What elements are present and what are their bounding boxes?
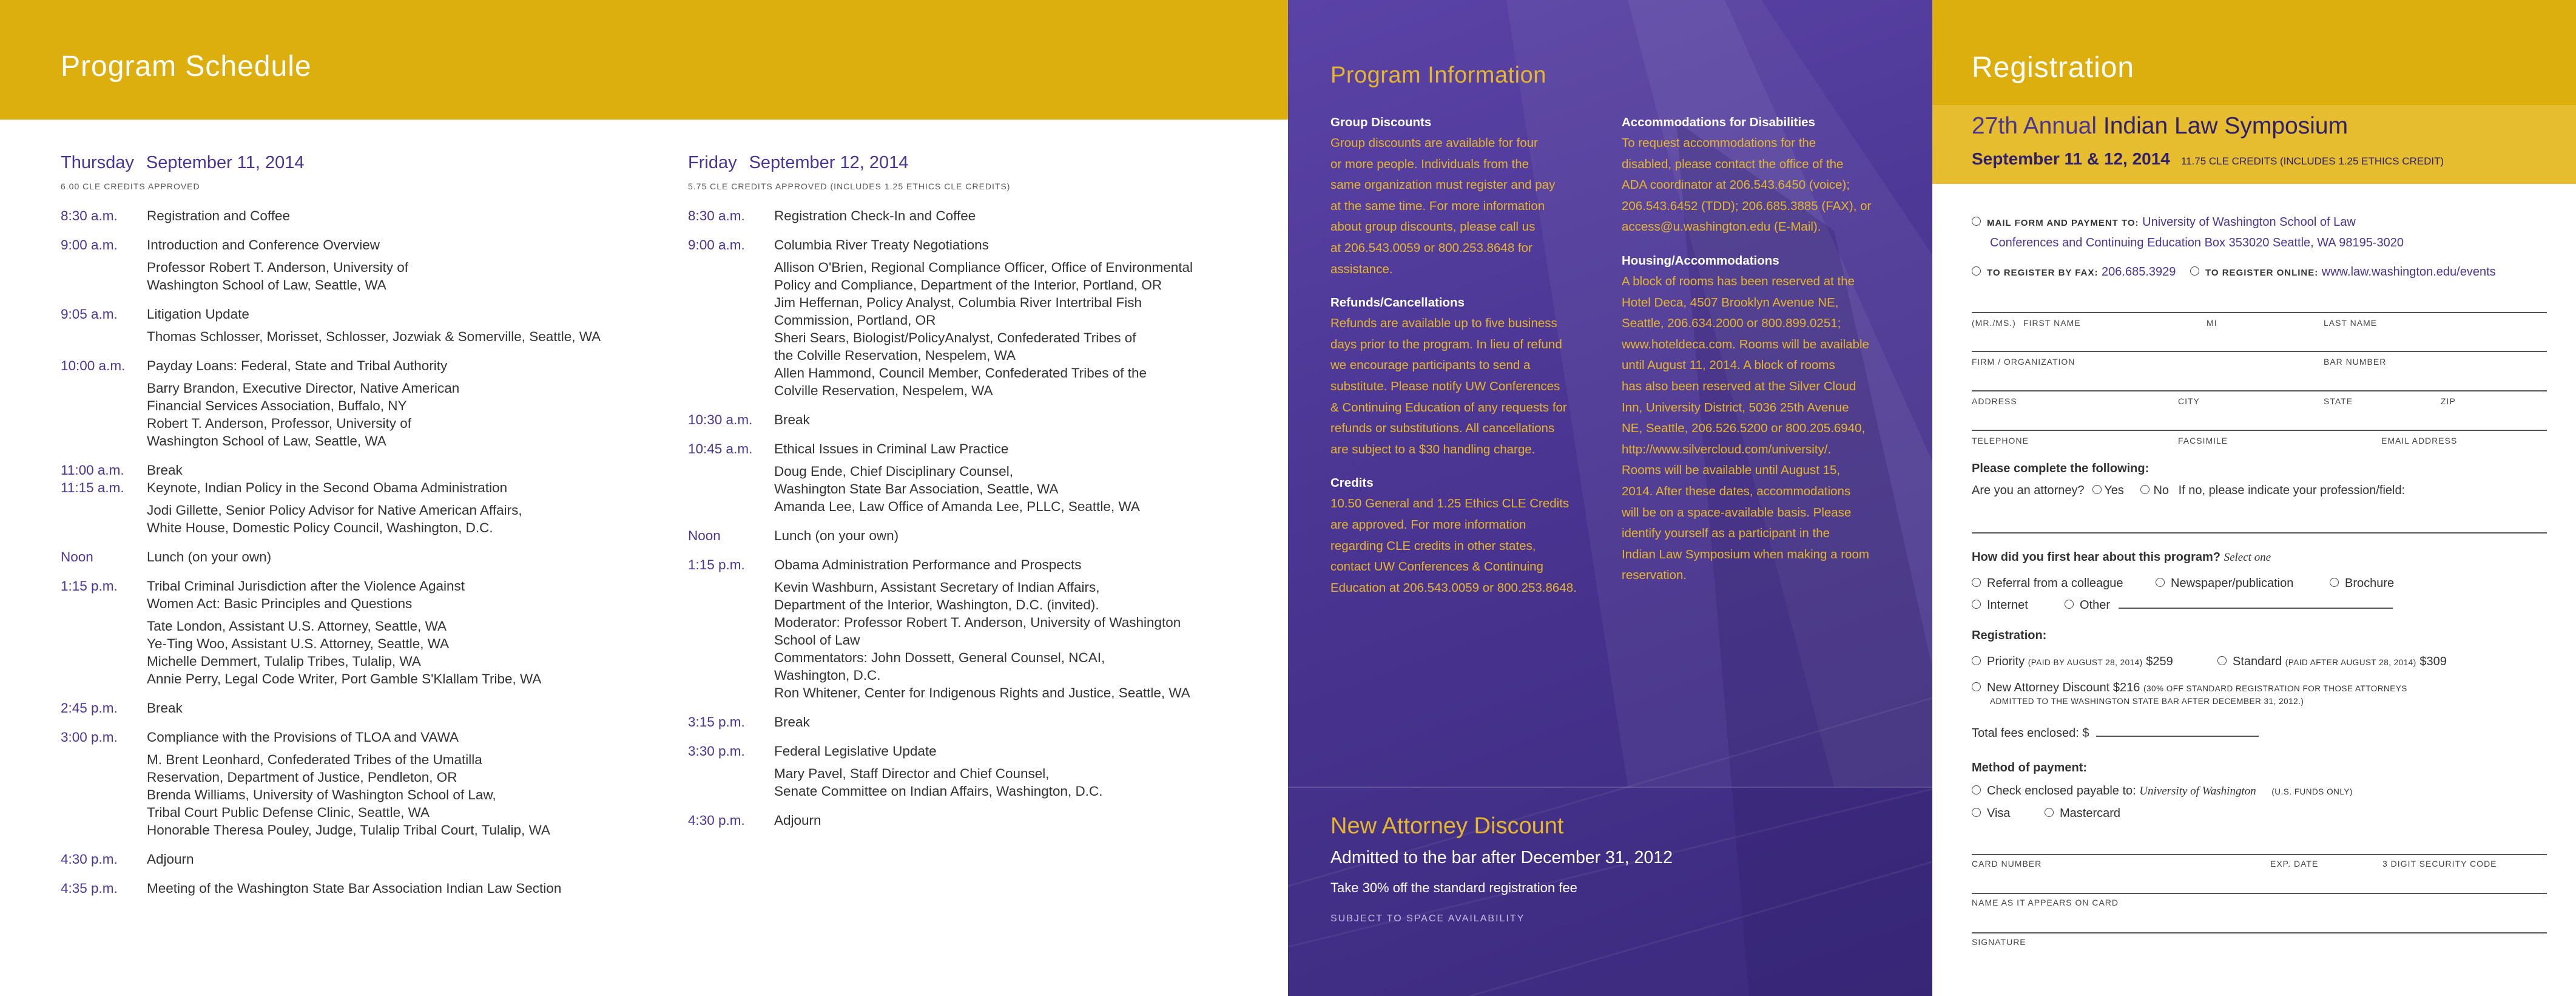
hear-option-other[interactable]	[2065, 598, 2393, 612]
session-title: Break	[774, 412, 810, 427]
info-section-heading: Credits	[1330, 476, 1374, 490]
day-date: September 11, 2014	[146, 153, 305, 172]
select-one-hint: Select one	[2224, 551, 2271, 564]
other-field-line[interactable]	[2119, 608, 2393, 609]
event-title	[1972, 113, 2348, 140]
referral-radio[interactable]	[1972, 578, 1981, 587]
registration-heading: Registration:	[1972, 629, 2047, 642]
schedule-time: 1:15 p.m.	[688, 557, 745, 572]
schedule-session	[147, 548, 667, 566]
day-weekday: Thursday	[61, 153, 134, 172]
schedule-time: 10:30 a.m.	[688, 412, 753, 427]
visa-label: Visa	[1987, 807, 2011, 820]
event-prefix: 27th Annual	[1972, 113, 2103, 139]
schedule-session	[147, 699, 667, 717]
attorney-yes-radio[interactable]	[2092, 485, 2102, 494]
schedule-session	[774, 411, 1288, 429]
city-label: CITY	[2178, 396, 2200, 406]
schedule-item	[61, 548, 667, 566]
session-title: Columbia River Treaty Negotiations	[774, 237, 989, 252]
new-attorney-title: New Attorney Discount	[1330, 813, 1564, 839]
schedule-time: 3:15 p.m.	[688, 714, 745, 730]
zip-label: ZIP	[2441, 396, 2456, 406]
schedule-time: 4:30 p.m.	[688, 813, 745, 828]
fax-label: TO REGISTER BY FAX:	[1987, 268, 2099, 278]
mail-line	[1972, 215, 2356, 229]
brochure-label: Brochure	[2345, 577, 2395, 590]
schedule-items	[688, 207, 1288, 829]
schedule-item	[61, 207, 667, 225]
event-dates-text: September 11 & 12, 2014	[1972, 149, 2170, 168]
info-section	[1330, 115, 1591, 280]
card-number-label: CARD NUMBER	[1972, 859, 2042, 869]
info-section	[1622, 254, 1895, 586]
session-title: Break	[147, 462, 183, 478]
schedule-item	[688, 742, 1288, 800]
total-row	[1972, 727, 2259, 740]
day-friday	[688, 153, 1288, 841]
mastercard-radio[interactable]	[2045, 808, 2054, 817]
day-credits: 6.00 CLE CREDITS APPROVED	[61, 181, 200, 191]
day-thursday	[61, 153, 667, 909]
schedule-time: 11:15 a.m.	[61, 480, 124, 495]
schedule-time: 4:30 p.m.	[61, 852, 118, 867]
session-speakers: M. Brent Leonhard, Confederated Tribes of the Umatilla Reservation, Department of Justice, Pendleton, OR Brenda Williams, University of Washington School of Law, Tribal Court Public Defense Clinic, Seattle, WA Honorable Theresa Pouley, Judge, Tulalip Tribal Court, Tulalip, WA	[147, 752, 550, 838]
info-section-heading: Refunds/Cancellations	[1330, 296, 1465, 310]
schedule-item	[61, 728, 667, 839]
schedule-session	[774, 440, 1288, 515]
info-column-left	[1330, 115, 1591, 614]
schedule-time: 10:45 a.m.	[688, 441, 753, 456]
schedule-item	[688, 207, 1288, 225]
schedule-time: 9:00 a.m.	[688, 237, 745, 252]
session-title: Break	[774, 714, 810, 730]
visa-option[interactable]	[1972, 807, 2011, 821]
session-title: Break	[147, 700, 183, 716]
fax-line	[1972, 265, 2176, 279]
phone-field-line[interactable]	[1972, 430, 2547, 431]
session-title: Litigation Update	[147, 307, 249, 322]
internet-radio[interactable]	[1972, 600, 1981, 609]
hear-heading-row	[1972, 551, 2271, 564]
info-section	[1330, 476, 1591, 598]
brochure-radio[interactable]	[2330, 578, 2339, 587]
schedule-session	[147, 236, 667, 294]
online-label: TO REGISTER ONLINE:	[2205, 268, 2319, 278]
schedule-session	[147, 357, 667, 450]
session-title: Adjourn	[147, 852, 194, 867]
session-title: Payday Loans: Federal, State and Tribal Authority	[147, 358, 448, 373]
schedule-item	[61, 357, 667, 450]
last-name-label: LAST NAME	[2324, 318, 2378, 328]
name-field-line[interactable]	[1972, 312, 2547, 313]
session-speakers: Allison O'Brien, Regional Compliance Officer, Office of Environmental Policy and Compliance, Department of the Interior, Portland, OR Jim Heffernan, Policy Analyst, Columbia River Intertribal Fish Commission, Portland, OR Sheri Sears, Biologist/PolicyAnalyst, Confederated Tribes of the Colville Reservation, Nespelem, WA Allen Hammond, Council Member, Confederated Tribes of the Colville Reservation, Nespelem, WA	[774, 260, 1193, 398]
info-title: Program Information	[1330, 63, 1546, 88]
schedule-item	[61, 461, 667, 479]
signature-field-line[interactable]	[1972, 932, 2547, 933]
info-section-heading: Housing/Accommodations	[1622, 253, 1779, 268]
schedule-time: 3:00 p.m.	[61, 730, 118, 745]
schedule-item	[688, 556, 1288, 702]
schedule-item	[688, 411, 1288, 429]
schedule-session	[774, 236, 1288, 399]
mastercard-option[interactable]	[2045, 807, 2120, 821]
schedule-session	[774, 713, 1288, 731]
attorney-no-followup: If no, please indicate your profession/field:	[2178, 484, 2406, 497]
schedule-item	[688, 440, 1288, 515]
telephone-label: TELEPHONE	[1972, 436, 2029, 445]
hear-option-referral[interactable]	[1972, 577, 2123, 591]
schedule-items	[61, 207, 667, 897]
schedule-time: Noon	[688, 528, 721, 543]
new-attorney-text: Take 30% off the standard registration fee	[1330, 880, 1577, 895]
attorney-no-radio[interactable]	[2140, 485, 2149, 494]
schedule-item	[61, 236, 667, 294]
session-title: Federal Legislative Update	[774, 744, 937, 759]
schedule-session	[147, 461, 667, 479]
email-label: EMAIL ADDRESS	[2381, 436, 2458, 445]
schedule-time: 8:30 a.m.	[61, 208, 118, 223]
other-label: Other	[2080, 598, 2111, 612]
schedule-time: Noon	[61, 549, 93, 564]
mastercard-label: Mastercard	[2060, 807, 2121, 820]
session-speakers: Doug Ende, Chief Disciplinary Counsel, Washington State Bar Association, Seattle, WA Amanda Lee, Law Office of Amanda Lee, PLLC, Seattle, WA	[774, 464, 1140, 514]
hear-option-internet[interactable]	[1972, 598, 2028, 612]
session-title: Tribal Criminal Jurisdiction after the Violence Against Women Act: Basic Principles and Questions	[147, 578, 465, 611]
total-currency: $	[2082, 727, 2089, 740]
payment-heading: Method of payment:	[1972, 761, 2087, 774]
check-option[interactable]	[1972, 784, 2353, 798]
session-speakers: Thomas Schlosser, Morisset, Schlosser, Jozwiak & Somerville, Seattle, WA	[147, 329, 601, 344]
priority-note: (PAID BY AUGUST 28, 2014)	[2028, 658, 2143, 667]
info-section-text: Group discounts are available for four or more people. Individuals from the same organization must register and pay at the same time. For more information about group discounts, please call us at 206.543.0059 or 800.253.8648 for assistance.	[1330, 136, 1556, 276]
schedule-session	[147, 207, 667, 225]
complete-heading: Please complete the following:	[1972, 462, 2149, 475]
schedule-time: 4:35 p.m.	[61, 881, 118, 896]
bar-number-label: BAR NUMBER	[2324, 357, 2387, 367]
new-attorney-label: New Attorney Discount	[1987, 681, 2110, 694]
attorney-question: Are you an attorney?	[1972, 484, 2085, 497]
schedule-time: 8:30 a.m.	[688, 208, 745, 223]
day-weekday: Friday	[688, 153, 737, 172]
info-column-right	[1622, 115, 1895, 602]
schedule-time: 1:15 p.m.	[61, 578, 118, 594]
event-credits: 11.75 CLE CREDITS (INCLUDES 1.25 ETHICS CREDIT)	[2180, 155, 2444, 167]
priority-label: Priority	[1987, 655, 2025, 668]
schedule-item	[688, 527, 1288, 544]
hear-option-brochure[interactable]	[2330, 577, 2394, 591]
schedule-session	[147, 879, 667, 897]
total-label: Total fees enclosed:	[1972, 727, 2079, 740]
attorney-question-row	[1972, 484, 2405, 498]
info-section	[1330, 296, 1591, 460]
day-heading	[61, 153, 667, 173]
address-field-line[interactable]	[1972, 390, 2547, 391]
schedule-item	[61, 305, 667, 345]
schedule-session	[147, 577, 667, 688]
check-radio[interactable]	[1972, 785, 1981, 794]
new-attorney-option[interactable]	[1972, 681, 2407, 695]
security-code-label: 3 DIGIT SECURITY CODE	[2382, 859, 2497, 869]
schedule-item	[61, 850, 667, 868]
state-label: STATE	[2324, 396, 2353, 406]
session-title: Ethical Issues in Criminal Law Practice	[774, 441, 1009, 456]
standard-note: (PAID AFTER AUGUST 28, 2014)	[2285, 658, 2416, 667]
event-name: Indian Law Symposium	[2103, 113, 2348, 139]
schedule-session	[147, 728, 667, 839]
schedule-item	[688, 811, 1288, 829]
fax-radio[interactable]	[1972, 266, 1981, 276]
schedule-session	[774, 742, 1288, 800]
day-heading	[688, 153, 1288, 173]
new-attorney-price: $216	[2112, 681, 2140, 694]
schedule-session	[774, 556, 1288, 702]
session-title: Lunch (on your own)	[147, 549, 272, 564]
new-attorney-radio[interactable]	[1972, 682, 1981, 691]
info-panel	[1288, 0, 1932, 996]
schedule-session	[147, 850, 667, 868]
schedule-item	[688, 236, 1288, 399]
info-section-text: A block of rooms has been reserved at the Hotel Deca, 4507 Brooklyn Avenue NE, Seattle, 206.634.2000 or 800.899.0251; www.hoteldeca.com. Rooms will be available until August 11, 2014. A block of rooms has also been reserved at the Silver Cloud Inn, University District, 5036 25th Avenue NE, Seattle, 206.526.5200 or 800.205.6940, http://www.silvercloud.com/university/. Rooms will be available until August 15, 2014. After these dates, accommodations will be on a space-available basis. Please identify yourself as a participant in the Indian Law Symposium when making a room reservation.	[1622, 274, 1869, 583]
schedule-item	[61, 479, 667, 537]
standard-radio[interactable]	[2217, 656, 2227, 665]
priority-radio[interactable]	[1972, 656, 1981, 665]
facsimile-label: FACSIMILE	[2178, 436, 2228, 445]
session-title: Meeting of the Washington State Bar Association Indian Law Section	[147, 881, 562, 896]
schedule-title: Program Schedule	[61, 50, 312, 83]
online-url: www.law.washington.edu/events	[2321, 265, 2496, 279]
mail-radio[interactable]	[1972, 217, 1981, 226]
session-title: Obama Administration Performance and Prospects	[774, 557, 1082, 572]
firm-field-line[interactable]	[1972, 351, 2547, 352]
first-name-label: FIRST NAME	[2023, 318, 2081, 328]
standard-option[interactable]	[2217, 655, 2447, 669]
firm-label: FIRM / ORGANIZATION	[1972, 357, 2075, 367]
new-attorney-note: SUBJECT TO SPACE AVAILABILITY	[1330, 913, 1525, 924]
event-dates	[1972, 149, 2444, 169]
session-title: Compliance with the Provisions of TLOA and VAWA	[147, 730, 459, 745]
schedule-time: 3:30 p.m.	[688, 744, 745, 759]
card-field-line[interactable]	[1972, 854, 2547, 855]
priority-price: $259	[2146, 655, 2173, 668]
day-credits: 5.75 CLE CREDITS APPROVED (INCLUDES 1.25 ETHICS CLE CREDITS)	[688, 181, 1011, 191]
schedule-time: 10:00 a.m.	[61, 358, 126, 373]
session-speakers: Barry Brandon, Executive Director, Native American Financial Services Association, Buffalo, NY Robert T. Anderson, Professor, University of Washington School of Law, Seattle, WA	[147, 381, 460, 449]
schedule-item	[61, 699, 667, 717]
schedule-session	[774, 207, 1288, 225]
mail-address-2: Conferences and Continuing Education Box 353020 Seattle, WA 98195-3020	[1990, 236, 2404, 249]
session-speakers: Kevin Washburn, Assistant Secretary of Indian Affairs, Department of the Interior, Washington, D.C. (invited). Moderator: Professor Robert T. Anderson, University of Washington School of Law Commentators: John Dossett, General Counsel, NCAI, Washington, D.C. Ron Whitener, Center for Indigenous Rights and Justice, Seattle, WA	[774, 580, 1190, 700]
info-section-text: To request accommodations for the disabled, please contact the office of the ADA coordinator at 206.543.6450 (voice); 206.543.6452 (TDD); 206.685.3885 (FAX), or access@u.washington.edu (E-Mail).	[1622, 136, 1872, 234]
divider	[1288, 787, 1932, 788]
online-radio[interactable]	[2190, 266, 2199, 276]
schedule-session	[147, 305, 667, 345]
schedule-time: 11:00 a.m.	[61, 462, 124, 478]
schedule-item	[688, 713, 1288, 731]
session-title: Keynote, Indian Policy in the Second Obama Administration	[147, 480, 508, 495]
mr-ms-label: (MR./MS.)	[1972, 318, 2016, 328]
profession-field-line[interactable]	[1972, 532, 2547, 534]
session-title: Registration and Coffee	[147, 208, 290, 223]
registration-title: Registration	[1972, 52, 2135, 84]
session-speakers: Tate London, Assistant U.S. Attorney, Seattle, WA Ye-Ting Woo, Assistant U.S. Attorney, Seattle, WA Michelle Demmert, Tulalip Tribes, Tulalip, WA Annie Perry, Legal Code Writer, Port Gamble S'Klallam Tribe, WA	[147, 618, 542, 686]
online-line	[2190, 265, 2496, 279]
card-name-field-line[interactable]	[1972, 893, 2547, 894]
internet-label: Internet	[1987, 598, 2028, 612]
mail-label: MAIL FORM AND PAYMENT TO:	[1987, 218, 2139, 228]
priority-option[interactable]	[1972, 655, 2173, 669]
session-speakers: Jodi Gillette, Senior Policy Advisor for Native American Affairs, White House, Domestic Policy Council, Washington, D.C.	[147, 503, 522, 535]
hear-heading: How did you first hear about this program?	[1972, 551, 2221, 564]
total-field-line[interactable]	[2096, 736, 2259, 737]
day-date: September 12, 2014	[749, 153, 909, 172]
info-section-text: 10.50 General and 1.25 Ethics CLE Credits are approved. For more information regarding CLE credits in other states, contact UW Conferences & Continuing Education at 206.543.0059 or 800.253.8648.	[1330, 496, 1577, 595]
schedule-time: 9:05 a.m.	[61, 307, 118, 322]
schedule-session	[774, 811, 1288, 829]
info-section-heading: Group Discounts	[1330, 115, 1432, 129]
mi-label: MI	[2207, 318, 2217, 328]
session-speakers: Mary Pavel, Staff Director and Chief Counsel, Senate Committee on Indian Affairs, Washington, D.C.	[774, 766, 1103, 799]
session-title: Adjourn	[774, 813, 821, 828]
mail-address-1: University of Washington School of Law	[2142, 215, 2356, 229]
schedule-time: 2:45 p.m.	[61, 700, 118, 716]
referral-label: Referral from a colleague	[1987, 577, 2123, 590]
signature-label: SIGNATURE	[1972, 937, 2026, 947]
session-speakers: Professor Robert T. Anderson, University of Washington School of Law, Seattle, WA	[147, 260, 409, 293]
info-section	[1622, 115, 1895, 238]
schedule-session	[774, 527, 1288, 544]
check-label: Check enclosed payable to:	[1987, 784, 2136, 798]
session-title: Registration Check-In and Coffee	[774, 208, 976, 223]
hear-option-newspaper[interactable]	[2156, 577, 2293, 591]
attorney-no-label: No	[2153, 484, 2170, 497]
info-section-heading: Accommodations for Disabilities	[1622, 115, 1815, 129]
info-section-text: Refunds are available up to five business days prior to the program. In lieu of refund we encourage participants to send a substitute. Please notify UW Conferences & Continuing Education of any requests for refunds or substitutions. All cancellations are subject to a $30 handling charge.	[1330, 316, 1567, 456]
attorney-yes-label: Yes	[2104, 484, 2124, 497]
card-name-label: NAME AS IT APPEARS ON CARD	[1972, 898, 2119, 907]
new-attorney-note-1: (30% OFF STANDARD REGISTRATION FOR THOSE ATTORNEYS	[2143, 684, 2407, 693]
session-title: Lunch (on your own)	[774, 528, 899, 543]
session-title: Introduction and Conference Overview	[147, 237, 380, 252]
schedule-session	[147, 479, 667, 537]
check-payee: University of Washington	[2139, 785, 2256, 798]
newspaper-radio[interactable]	[2156, 578, 2165, 587]
fax-number: 206.685.3929	[2102, 265, 2176, 279]
standard-label: Standard	[2233, 655, 2282, 668]
address-label: ADDRESS	[1972, 396, 2017, 406]
new-attorney-subtitle: Admitted to the bar after December 31, 2012	[1330, 848, 1673, 867]
registration-panel	[1932, 0, 2576, 996]
other-radio[interactable]	[2065, 600, 2074, 609]
newspaper-label: Newspaper/publication	[2171, 577, 2294, 590]
exp-date-label: EXP. DATE	[2270, 859, 2319, 869]
new-attorney-note-2: ADMITTED TO THE WASHINGTON STATE BAR AFTER DECEMBER 31, 2012.)	[1990, 697, 2304, 706]
schedule-time: 9:00 a.m.	[61, 237, 118, 252]
schedule-item	[61, 879, 667, 897]
check-note: (U.S. FUNDS ONLY)	[2271, 787, 2353, 796]
visa-radio[interactable]	[1972, 808, 1981, 817]
standard-price: $309	[2419, 655, 2447, 668]
schedule-item	[61, 577, 667, 688]
